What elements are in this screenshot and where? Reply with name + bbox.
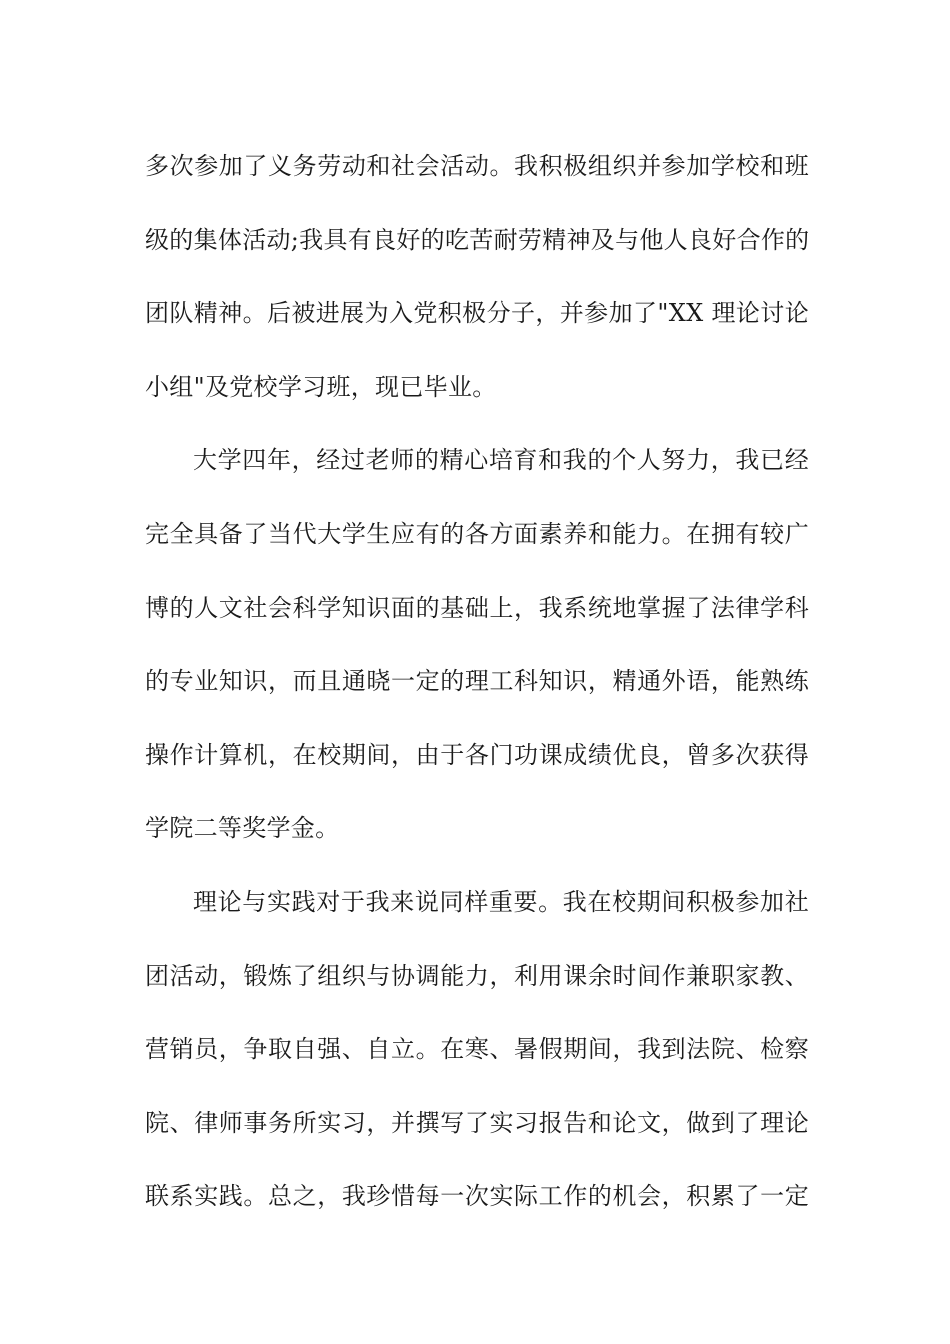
paragraph-line: 完全具备了当代大学生应有的各方面素养和能力。在拥有较广 [145,519,809,548]
paragraph-line: 学院二等奖学金。 [145,814,340,843]
paragraph-line: 的专业知识，而且通晓一定的理工科知识，精通外语，能熟练 [145,667,809,696]
paragraph-line: 团活动，锻炼了组织与协调能力，利用课余时间作兼职家教、 [145,961,809,990]
paragraph-line: 级的集体活动;我具有良好的吃苦耐劳精神及与他人良好合作的 [145,225,809,254]
paragraph-line: 大学四年，经过老师的精心培育和我的个人努力，我已经 [193,446,809,475]
paragraph-line: 多次参加了义务劳动和社会活动。我积极组织并参加学校和班 [145,152,809,180]
paragraph-line: 营销员，争取自强、自立。在寒、暑假期间，我到法院、检察 [145,1035,809,1064]
paragraph-line: 院、律师事务所实习，并撰写了实习报告和论文，做到了理论 [145,1108,809,1137]
paragraph-line: 博的人文社会科学知识面的基础上，我系统地掌握了法律学科 [145,593,809,622]
paragraph-line: 操作计算机，在校期间，由于各门功课成绩优良，曾多次获得 [145,740,809,769]
paragraph-line: 团队精神。后被进展为入党积极分子，并参加了"XX 理论讨论 [145,299,809,328]
document-body [145,130,809,1234]
paragraph-line: 联系实践。总之，我珍惜每一次实际工作的机会，积累了一定 [145,1182,809,1211]
paragraph-line: 小组"及党校学习班，现已毕业。 [145,372,497,401]
paragraph-line: 理论与实践对于我来说同样重要。我在校期间积极参加社 [193,887,809,916]
